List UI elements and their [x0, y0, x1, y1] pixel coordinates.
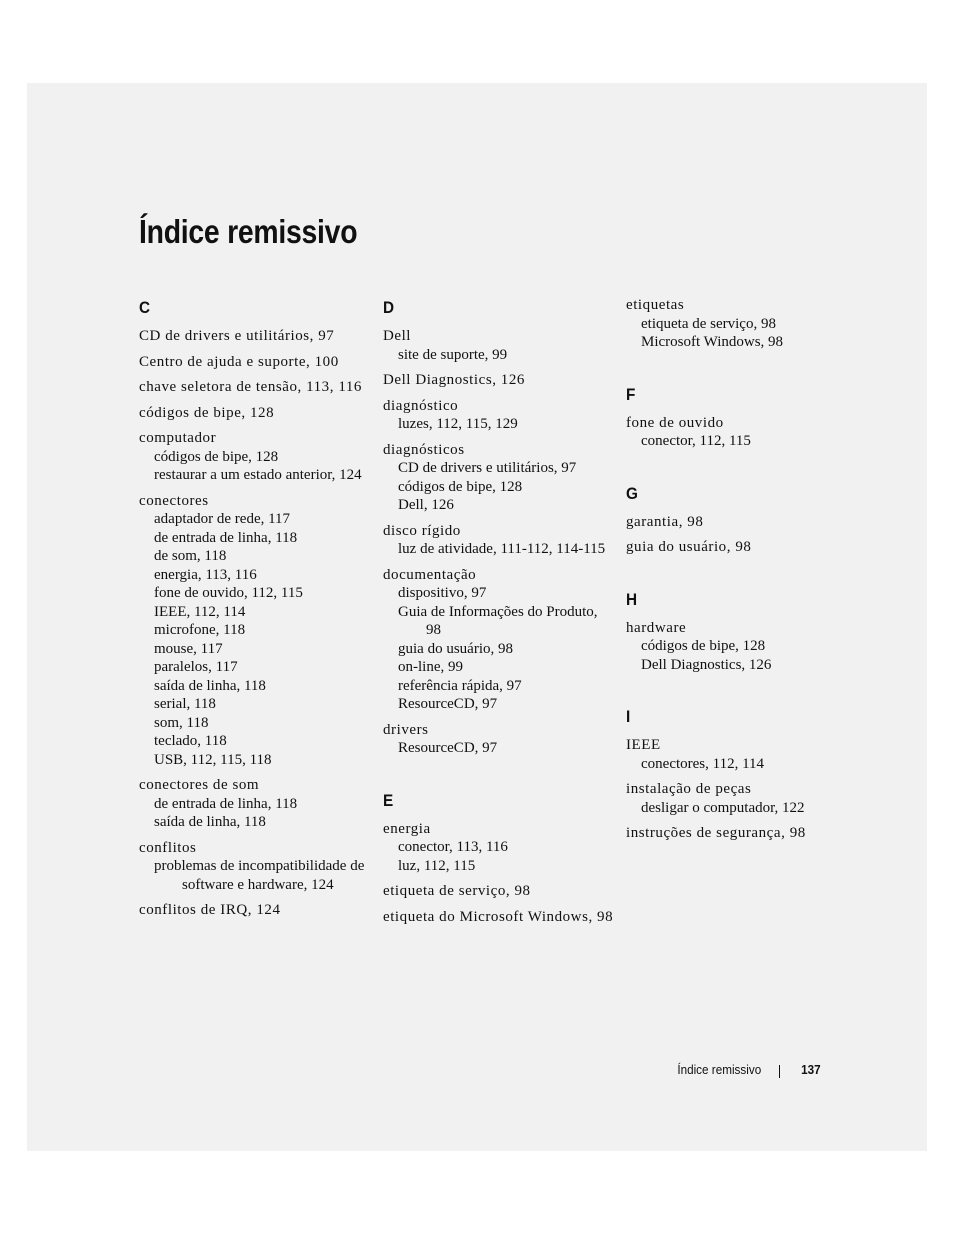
index-subterm: dispositivo, 97	[398, 585, 487, 601]
index-term: garantia, 98	[626, 513, 704, 530]
index-entry	[626, 781, 858, 817]
index-subterm: conector, 112, 115	[641, 433, 751, 449]
index-section	[626, 483, 858, 557]
index-term: diagnóstico	[383, 397, 459, 414]
index-term: diagnósticos	[383, 441, 465, 458]
index-subterm: paralelos, 117	[154, 659, 238, 675]
index-entry	[626, 825, 858, 843]
section-letter: D	[383, 298, 395, 317]
index-subterm: Dell, 126	[398, 497, 454, 513]
index-subterm: ResourceCD, 97	[398, 740, 498, 756]
index-subterm: microfone, 118	[154, 622, 246, 638]
index-subterm: teclado, 118	[154, 733, 227, 749]
index-subterm: códigos de bipe, 128	[154, 448, 279, 465]
index-subterm: IEEE, 112, 114	[154, 603, 246, 620]
index-term: Centro de ajuda e suporte, 100	[139, 353, 339, 370]
index-subterm: restaurar a um estado anterior, 124	[154, 467, 362, 483]
index-section	[626, 706, 858, 843]
index-term: chave seletora de tensão, 113, 116	[139, 379, 362, 395]
index-entry	[139, 777, 371, 832]
index-subterm: fone de ouvido, 112, 115	[154, 585, 303, 601]
index-entry	[139, 328, 371, 346]
index-term: etiqueta de serviço, 98	[383, 883, 531, 899]
index-term: conflitos de IRQ, 124	[139, 902, 281, 918]
index-term: fone de ouvido	[626, 414, 724, 431]
index-column-2	[383, 297, 615, 934]
index-subterm: conector, 113, 116	[398, 839, 508, 855]
index-term: Dell Diagnostics, 126	[383, 372, 525, 388]
index-term: computador	[139, 430, 217, 446]
index-entry	[383, 567, 615, 714]
index-term: hardware	[626, 619, 687, 636]
index-subterm: luz, 112, 115	[398, 857, 476, 874]
index-entry	[626, 539, 858, 557]
index-term: guia do usuário, 98	[626, 539, 752, 555]
index-entry	[383, 523, 615, 559]
index-term: instalação de peças	[626, 781, 752, 797]
section-letter: E	[383, 790, 394, 810]
index-subterm: de entrada de linha, 118	[154, 529, 298, 546]
index-subterm: códigos de bipe, 128	[641, 638, 766, 654]
index-subterm: som, 118	[154, 714, 209, 731]
index-subterm: mouse, 117	[154, 640, 223, 657]
index-term: instruções de segurança, 98	[626, 825, 806, 841]
index-subterm: guia do usuário, 98	[398, 640, 513, 657]
index-entry	[383, 909, 615, 927]
index-section	[383, 297, 615, 758]
section-letter: F	[626, 384, 636, 404]
index-subterm: etiqueta de serviço, 98	[641, 315, 776, 332]
index-entry	[383, 398, 615, 434]
index-term: documentação	[383, 566, 477, 583]
index-term: IEEE	[626, 737, 661, 753]
index-section	[626, 589, 858, 675]
section-letter: I	[626, 707, 631, 726]
index-subterm: referência rápida, 97	[398, 677, 522, 694]
section-letter: G	[626, 483, 638, 503]
page-number: 137	[801, 1062, 821, 1077]
index-subterm: serial, 118	[154, 696, 216, 712]
index-subterm: site de suporte, 99	[398, 346, 508, 363]
index-subterm: códigos de bipe, 128	[398, 478, 523, 495]
index-entry	[383, 442, 615, 515]
index-term: Dell	[383, 328, 412, 344]
index-subterm: Guia de Informações do Produto, 98	[398, 603, 598, 638]
index-term: CD de drivers e utilitários, 97	[139, 328, 335, 344]
index-entry	[139, 493, 371, 770]
index-subterm: USB, 112, 115, 118	[154, 751, 272, 768]
index-column-3	[626, 297, 858, 851]
index-subterm: desligar o computador, 122	[641, 799, 805, 816]
index-entry	[139, 840, 371, 895]
index-entry	[626, 737, 858, 773]
index-subterm: de som, 118	[154, 548, 227, 564]
index-entry	[383, 883, 615, 901]
page-title: Índice remissivo	[139, 213, 358, 250]
index-entry	[139, 902, 371, 920]
index-subterm: energia, 113, 116	[154, 566, 257, 583]
index-subterm: on-line, 99	[398, 659, 463, 675]
index-term: conectores de som	[139, 777, 260, 793]
index-term: drivers	[383, 721, 429, 738]
index-subterm: luzes, 112, 115, 129	[398, 416, 518, 432]
index-entry	[139, 405, 371, 423]
index-term: etiquetas	[626, 297, 685, 313]
index-term: conectores	[139, 492, 209, 509]
index-term: etiqueta do Microsoft Windows, 98	[383, 908, 614, 925]
section-letter: C	[139, 298, 151, 317]
index-section	[626, 384, 858, 451]
index-entry	[383, 328, 615, 364]
index-entry	[139, 379, 371, 397]
index-entry	[383, 722, 615, 758]
index-entry	[383, 821, 615, 876]
page-footer	[640, 1061, 821, 1081]
section-letter: H	[626, 589, 638, 609]
index-entry	[626, 514, 858, 532]
index-entry	[626, 415, 858, 451]
index-entry	[626, 297, 858, 352]
index-entry	[139, 354, 371, 372]
index-subterm: CD de drivers e utilitários, 97	[398, 460, 577, 476]
index-subterm: saída de linha, 118	[154, 677, 266, 694]
index-subterm: adaptador de rede, 117	[154, 511, 291, 527]
index-term: conflitos	[139, 839, 197, 856]
index-subterm: ResourceCD, 97	[398, 696, 498, 712]
index-section	[139, 297, 371, 920]
index-entry	[383, 372, 615, 390]
index-term: disco rígido	[383, 522, 461, 539]
footer-title: Índice remissivo	[677, 1062, 761, 1077]
index-section	[626, 297, 858, 352]
index-entry	[626, 620, 858, 675]
index-term: energia	[383, 820, 431, 837]
index-subterm: luz de atividade, 111-112, 114-115	[398, 541, 606, 557]
index-entry	[139, 430, 371, 485]
index-term: códigos de bipe, 128	[139, 404, 275, 421]
index-subterm: de entrada de linha, 118	[154, 795, 298, 812]
index-column-1	[139, 297, 371, 928]
footer-separator	[779, 1065, 780, 1078]
index-subterm: conectores, 112, 114	[641, 755, 765, 772]
index-subterm: saída de linha, 118	[154, 814, 266, 830]
index-subterm: Dell Diagnostics, 126	[641, 656, 772, 673]
index-subterm: Microsoft Windows, 98	[641, 334, 784, 350]
index-section	[383, 790, 615, 927]
index-subterm: problemas de incompatibilidade de software e hardware, 124	[154, 858, 365, 893]
